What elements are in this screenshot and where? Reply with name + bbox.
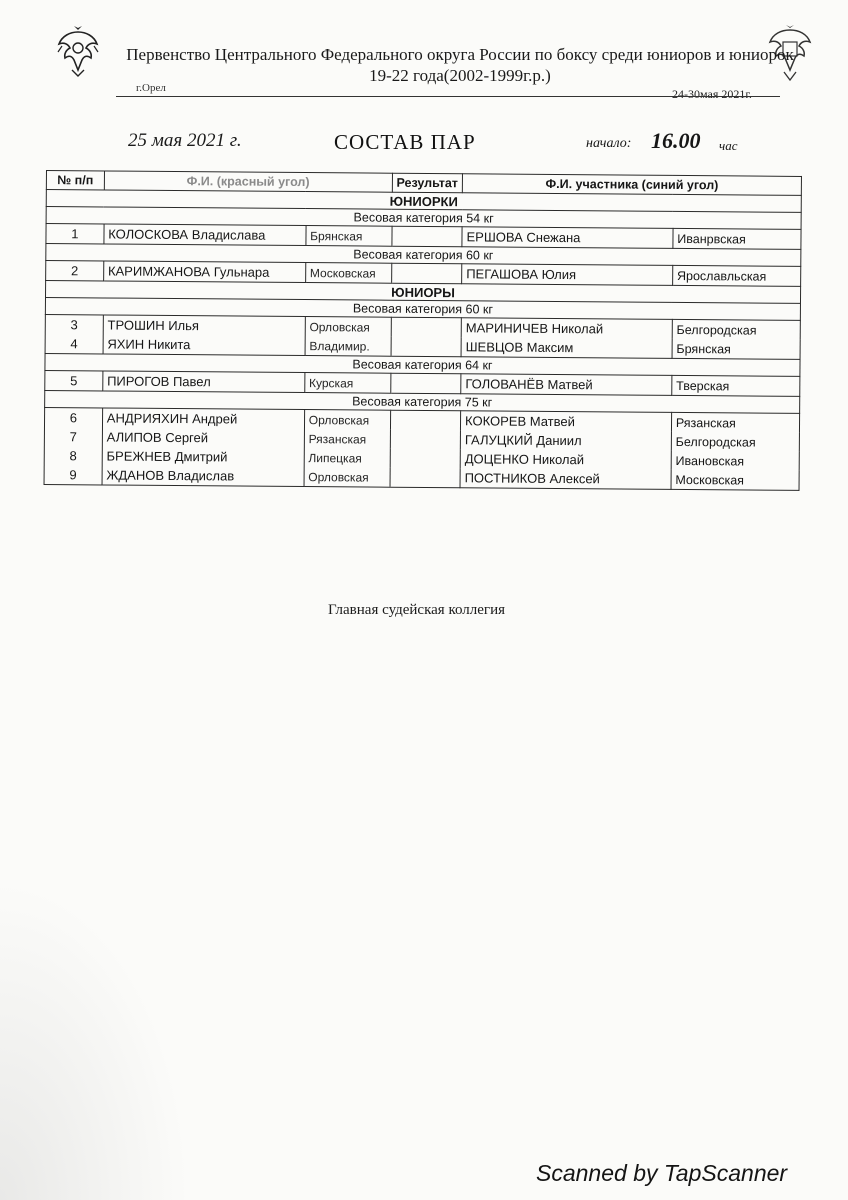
judges-panel-signature: Главная судейская коллегия: [328, 602, 505, 618]
blue-corner-name: ПЕГАШОВА Юлия: [462, 264, 673, 286]
city-label: г.Орел: [136, 82, 166, 94]
bout-result: [391, 317, 462, 337]
blue-corner-region: Белгородская: [671, 432, 799, 452]
blue-corner-name: КОКОРЕВ Матвей: [460, 411, 671, 432]
blue-corner-name: ГОЛОВАНЁВ Матвей: [461, 374, 672, 396]
header-blue-corner: Ф.И. участника (синий угол): [462, 174, 801, 196]
weight-category-label: Весовая категория 75 кг: [45, 390, 800, 413]
blue-corner-region: Брянская: [672, 339, 800, 360]
blue-corner-region: Тверская: [672, 375, 800, 396]
red-corner-region: Московская: [305, 263, 391, 284]
red-corner-name: ТРОШИН Илья: [103, 315, 305, 336]
blue-corner-region: Ивановская: [671, 451, 799, 471]
section-title: ЮНИОРКИ: [46, 190, 801, 213]
event-dates: 24-30мая 2021г.: [672, 87, 752, 101]
bout-result: [390, 468, 461, 488]
header-divider: [116, 96, 780, 97]
blue-corner-region: Московская: [671, 470, 799, 491]
start-time: 16.00: [651, 128, 701, 153]
red-corner-region: Рязанская: [304, 429, 390, 449]
start-time-unit: час: [719, 138, 738, 153]
bout-result: [390, 373, 461, 394]
blue-corner-name: ДОЦЕНКО Николай: [460, 449, 671, 470]
weight-category-label: Весовая категория 64 кг: [45, 353, 800, 376]
blue-corner-name: ГАЛУЦКИЙ Даниил: [460, 430, 671, 451]
red-corner-region: Орловская: [305, 317, 391, 337]
section-title: ЮНИОРЫ: [45, 281, 800, 304]
weight-category-label: Весовая категория 60 кг: [46, 244, 801, 267]
bout-number: 6: [44, 407, 102, 427]
red-corner-name: ПИРОГОВ Павел: [103, 371, 305, 393]
red-corner-name: ЯХИН Никита: [103, 334, 305, 355]
bout-number: 8: [44, 446, 102, 465]
red-corner-name: БРЕЖНЕВ Дмитрий: [102, 446, 304, 467]
bout-date: 25 мая 2021 г.: [128, 130, 242, 151]
red-corner-region: Орловская: [304, 467, 390, 487]
blue-corner-region: Рязанская: [671, 412, 799, 433]
red-corner-region: Липецкая: [304, 448, 390, 468]
start-label: начало:: [586, 136, 632, 151]
weight-category-label: Весовая категория 60 кг: [45, 298, 800, 321]
scanner-watermark: Scanned by TapScanner: [536, 1160, 788, 1186]
bout-result: [390, 410, 461, 430]
championship-title: Первенство Центрального Федерального округа России по боксу среди юниоров и юниорок 19-22 года(2002-1999г.р.): [126, 45, 794, 85]
red-corner-name: АЛИПОВ Сергей: [102, 427, 304, 448]
weight-category-label: Весовая категория 54 кг: [46, 207, 801, 230]
red-corner-name: ЖДАНОВ Владислав: [102, 465, 304, 486]
bout-result: [392, 226, 463, 247]
bout-result: [390, 430, 461, 450]
bout-number: 7: [44, 427, 102, 446]
bout-number: 3: [45, 314, 103, 334]
blue-corner-region: Белгородская: [672, 319, 800, 340]
header-red-corner: Ф.И. (красный угол): [104, 171, 392, 192]
blue-corner-name: ЕРШОВА Снежана: [462, 227, 673, 249]
scan-noise: [0, 880, 190, 1200]
blue-corner-name: МАРИНИЧЕВ Николай: [461, 318, 672, 339]
bout-number: 2: [46, 261, 104, 281]
blue-corner-name: ПОСТНИКОВ Алексей: [460, 468, 671, 489]
bout-number: 1: [46, 224, 104, 244]
red-corner-region: Брянская: [306, 226, 392, 247]
header-result: Результат: [392, 173, 463, 193]
bouts-table: [44, 170, 802, 491]
red-corner-region: Курская: [304, 373, 390, 394]
bout-result: [391, 337, 462, 357]
blue-corner-region: Ярославльская: [672, 265, 800, 286]
bouts-body: [44, 190, 801, 491]
bout-number: 5: [45, 370, 103, 390]
red-corner-region: Орловская: [304, 410, 390, 430]
red-corner-name: АНДРИЯХИН Андрей: [102, 408, 304, 429]
red-corner-name: КОЛОСКОВА Владислава: [104, 224, 306, 246]
bout-number: 9: [44, 465, 102, 485]
blue-corner-region: Иванрвская: [673, 228, 801, 249]
double-headed-eagle-emblem-icon: [56, 24, 100, 78]
blue-corner-name: ШЕВЦОВ Максим: [461, 337, 672, 358]
bout-result: [390, 449, 461, 469]
header-num: № п/п: [46, 171, 104, 190]
red-corner-region: Владимир.: [305, 336, 391, 356]
red-corner-name: КАРИМЖАНОВА Гульнара: [103, 261, 305, 283]
document-title: СОСТАВ ПАР: [334, 130, 476, 154]
bout-number: 4: [45, 334, 103, 354]
bout-result: [391, 263, 462, 284]
